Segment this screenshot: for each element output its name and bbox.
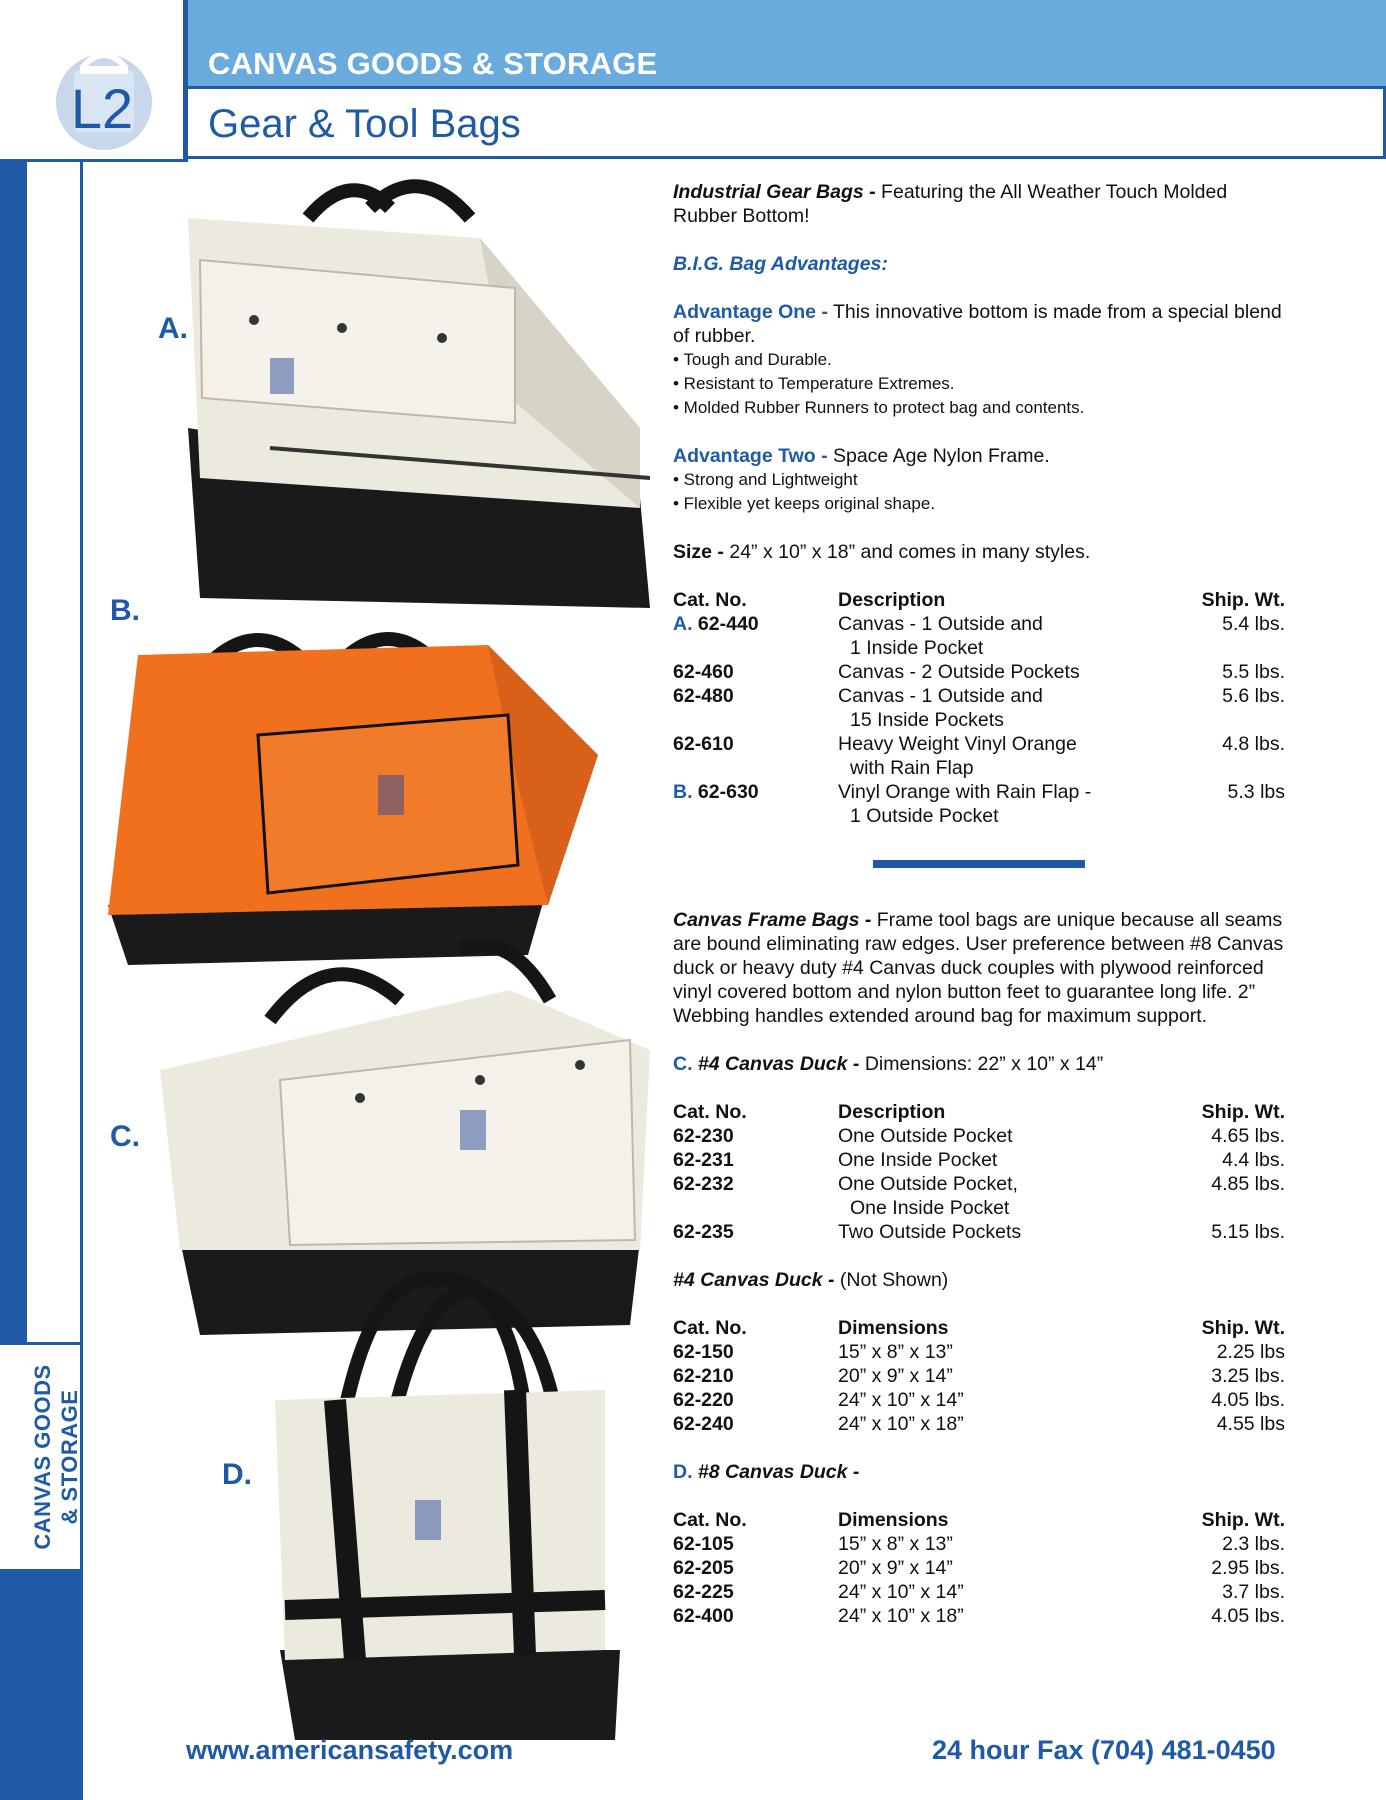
- sidebar-rule: [80, 162, 83, 1342]
- ship-weight: 4.4 lbs.: [1222, 1149, 1285, 1171]
- not-shown-heading: #4 Canvas Duck - (Not Shown): [673, 1269, 949, 1291]
- footer-fax: 24 hour Fax (704) 481-0450: [932, 1735, 1276, 1765]
- dimensions: 20” x 9” x 14”: [838, 1365, 953, 1387]
- table-row: [673, 1412, 1285, 1436]
- advantage-one: [673, 300, 1285, 348]
- table-header: [673, 1316, 1285, 1340]
- ship-weight: 2.25 lbs: [1216, 1341, 1285, 1363]
- advantage-two-text: Space Age Nylon Frame.: [827, 445, 1050, 467]
- ship-weight: 5.15 lbs.: [1211, 1221, 1285, 1243]
- cat-no: 62-205: [673, 1557, 734, 1579]
- col-dim-header: Dimensions: [838, 1509, 949, 1531]
- dimensions: 20” x 9” x 14”: [838, 1557, 953, 1579]
- col-weight-header: Ship. Wt.: [1201, 1101, 1285, 1123]
- ship-weight: 5.6 lbs.: [1222, 685, 1285, 707]
- size-line: [673, 540, 1285, 564]
- frame-intro: [673, 908, 1285, 1028]
- dimensions: 24” x 10” x 14”: [838, 1581, 964, 1603]
- cat-no: 62-220: [673, 1389, 734, 1411]
- table-header: [673, 1508, 1285, 1532]
- bullet-item: • Molded Rubber Runners to protect bag and contents.: [673, 398, 1085, 417]
- sidebar-label: [29, 1364, 83, 1549]
- table-row: [673, 780, 1285, 828]
- bullet-item: • Resistant to Temperature Extremes.: [673, 374, 955, 393]
- table-row: [673, 684, 1285, 732]
- ship-weight: 4.05 lbs.: [1211, 1605, 1285, 1627]
- industrial-table: [673, 588, 1285, 828]
- ship-weight: 4.85 lbs.: [1211, 1173, 1285, 1195]
- cat-no: 62-210: [673, 1365, 734, 1387]
- d-table: [673, 1508, 1285, 1628]
- description: Canvas - 1 Outside and 15 Inside Pockets: [838, 685, 1043, 731]
- cat-no: 62-231: [673, 1149, 734, 1171]
- advantage-one-text: This innovative bottom is made from a special blend of rubber.: [673, 301, 1282, 347]
- ship-weight: 4.8 lbs.: [1222, 733, 1285, 755]
- product-content: [673, 180, 1285, 1652]
- description: Two Outside Pockets: [838, 1221, 1022, 1243]
- table-row: [673, 732, 1285, 780]
- cat-no: 62-225: [673, 1581, 734, 1603]
- ship-weight: 4.55 lbs: [1216, 1413, 1285, 1435]
- footer-website-link[interactable]: www.americansafety.com: [186, 1735, 514, 1765]
- advantage-two-title: Advantage Two -: [673, 445, 828, 467]
- col-desc-header: Description: [838, 589, 946, 611]
- table-header: [673, 1100, 1285, 1124]
- description: One Outside Pocket, One Inside Pocket: [838, 1173, 1018, 1219]
- cat-no: 62-105: [673, 1533, 734, 1555]
- dimensions: 15” x 8” x 13”: [838, 1341, 953, 1363]
- col-cat-header: Cat. No.: [673, 1317, 747, 1339]
- d-heading: D. #8 Canvas Duck -: [673, 1461, 860, 1483]
- cat-no: A. 62-440: [673, 613, 759, 635]
- size-text: 24” x 10” x 18” and comes in many styles.: [723, 541, 1091, 563]
- advantage-one-bullets: [673, 348, 1285, 420]
- table-row: [673, 1580, 1285, 1604]
- cat-no: 62-230: [673, 1125, 734, 1147]
- description: Canvas - 2 Outside Pockets: [838, 661, 1080, 683]
- bag-d-image: [275, 1270, 635, 1750]
- table-header: [673, 588, 1285, 612]
- description: Canvas - 1 Outside and 1 Inside Pocket: [838, 613, 1043, 659]
- dimensions: 24” x 10” x 14”: [838, 1389, 964, 1411]
- table-row: [673, 1364, 1285, 1388]
- col-desc-header: Description: [838, 1101, 946, 1123]
- cat-no: 62-232: [673, 1173, 734, 1195]
- col-cat-header: Cat. No.: [673, 589, 747, 611]
- description: Vinyl Orange with Rain Flap - 1 Outside Pocket: [838, 781, 1092, 827]
- industrial-title: Industrial Gear Bags -: [673, 181, 876, 203]
- cat-no: 62-235: [673, 1221, 734, 1243]
- frame-title: Canvas Frame Bags -: [673, 909, 872, 931]
- table-row: [673, 1124, 1285, 1148]
- description: Heavy Weight Vinyl Orange with Rain Flap: [838, 733, 1077, 779]
- ship-weight: 5.3 lbs: [1227, 781, 1285, 803]
- table-row: [673, 1172, 1285, 1220]
- col-dim-header: Dimensions: [838, 1317, 949, 1339]
- ship-weight: 4.65 lbs.: [1211, 1125, 1285, 1147]
- cat-no: 62-400: [673, 1605, 734, 1627]
- ship-weight: 2.3 lbs.: [1222, 1533, 1285, 1555]
- cat-no: 62-480: [673, 685, 734, 707]
- sidebar-band-lower: [0, 1572, 83, 1800]
- bullet-item: • Flexible yet keeps original shape.: [673, 494, 936, 513]
- sidebar-label-line1: CANVAS GOODS: [30, 1364, 55, 1550]
- advantage-one-title: Advantage One -: [673, 301, 828, 323]
- frame-intro-text: Frame tool bags are unique because all seams are bound eliminating raw edges. User preference between #8 Canvas duck or heavy duty #4 Canvas duck couples with plywood reinforced vinyl covered bottom and nylon button feet to guarantee long life. 2” Webbing handles extended around bag for maximum support.: [673, 909, 1284, 1027]
- corner-rule: [0, 159, 188, 162]
- bag-d-label: D.: [222, 1458, 252, 1491]
- ship-weight: 2.95 lbs.: [1211, 1557, 1285, 1579]
- cat-no: 62-460: [673, 661, 734, 683]
- table-row: [673, 1148, 1285, 1172]
- not-shown-table: [673, 1316, 1285, 1436]
- cat-no: 62-150: [673, 1341, 734, 1363]
- table-row: [673, 1388, 1285, 1412]
- bucket-logo-icon: [46, 40, 166, 152]
- dimensions: 24” x 10” x 18”: [838, 1413, 964, 1435]
- logo-code: L2: [70, 77, 134, 140]
- advantage-two-bullets: [673, 468, 1285, 516]
- cat-no: 62-240: [673, 1413, 734, 1435]
- dimensions: 15” x 8” x 13”: [838, 1533, 953, 1555]
- bullet-item: • Strong and Lightweight: [673, 470, 858, 489]
- col-weight-header: Ship. Wt.: [1201, 1509, 1285, 1531]
- dimensions: 24” x 10” x 18”: [838, 1605, 964, 1627]
- col-cat-header: Cat. No.: [673, 1101, 747, 1123]
- ship-weight: 4.05 lbs.: [1211, 1389, 1285, 1411]
- size-label: Size -: [673, 541, 724, 563]
- table-row: [673, 1556, 1285, 1580]
- col-weight-header: Ship. Wt.: [1201, 1317, 1285, 1339]
- cat-no: B. 62-630: [673, 781, 759, 803]
- col-cat-header: Cat. No.: [673, 1509, 747, 1531]
- bag-a-label: A.: [158, 312, 188, 345]
- header-left-rule: [183, 0, 188, 162]
- section-title: CANVAS GOODS & STORAGE: [208, 46, 658, 81]
- sidebar-label-line2: & STORAGE: [57, 1389, 82, 1525]
- description: One Outside Pocket: [838, 1125, 1013, 1147]
- ship-weight: 5.4 lbs.: [1222, 613, 1285, 635]
- advantage-two: [673, 444, 1285, 468]
- table-row: [673, 1340, 1285, 1364]
- description: One Inside Pocket: [838, 1149, 998, 1171]
- table-row: [673, 1220, 1285, 1244]
- advantages-heading: B.I.G. Bag Advantages:: [673, 253, 888, 275]
- table-row: [673, 1532, 1285, 1556]
- table-row: [673, 612, 1285, 660]
- industrial-intro: [673, 180, 1285, 228]
- cat-no: 62-610: [673, 733, 734, 755]
- bag-b-image: [108, 625, 608, 975]
- table-row: [673, 660, 1285, 684]
- bullet-item: • Tough and Durable.: [673, 350, 832, 369]
- industrial-intro-text: Featuring the All Weather Touch Molded Rubber Bottom!: [673, 181, 1228, 227]
- ship-weight: 5.5 lbs.: [1222, 661, 1285, 683]
- bag-a-image: [180, 178, 660, 608]
- bag-c-label: C.: [110, 1120, 140, 1153]
- ship-weight: 3.7 lbs.: [1222, 1581, 1285, 1603]
- section-divider: [873, 860, 1085, 868]
- page-title: Gear & Tool Bags: [208, 102, 521, 146]
- ship-weight: 3.25 lbs.: [1211, 1365, 1285, 1387]
- c-heading: C. #4 Canvas Duck - Dimensions: 22” x 10” x 14”: [673, 1053, 1104, 1075]
- c-table: [673, 1100, 1285, 1244]
- bag-b-label: B.: [110, 594, 140, 627]
- col-weight-header: Ship. Wt.: [1201, 589, 1285, 611]
- table-row: [673, 1604, 1285, 1628]
